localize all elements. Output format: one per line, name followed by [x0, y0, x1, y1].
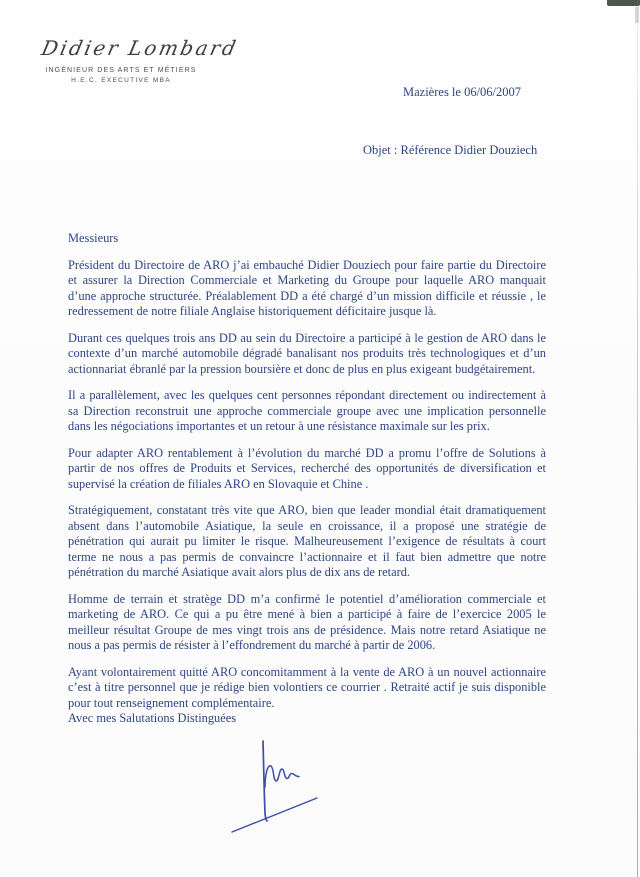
paragraph-7: Ayant volontairement quitté ARO concomitamment à la vente de ARO à un nouvel actionnaire c’est à titre personnel que je rédige bien volontiers ce courrier . Retraité actif je suis disponible pour tout renseignement complémentaire. — [68, 664, 546, 710]
signature-underline-stroke — [232, 798, 317, 832]
salutation: Messieurs — [68, 231, 119, 245]
letterhead-subtitle-1: INGÉNIEUR DES ARTS ET MÉTIERS — [45, 67, 197, 74]
paragraph-4: Pour adapter ARO rentablement à l’évolution du marché DD a promu l’offre de Solutions à partir de nos offres de Produits et Services, recherché des opportunités de diversification et supervisé la création de filiales ARO en Slovaquie et Chine . — [68, 445, 546, 491]
letterhead-subtitle-2: H.E.C. EXECUTIVE MBA — [71, 77, 171, 84]
signature-scribble — [265, 766, 299, 787]
scan-artifact-corner-mark — [607, 0, 640, 6]
paragraph-3: Il a parallèlement, avec les quelques cent personnes répondant directement ou indirectement à sa Direction reconstruit une approche commerciale groupe avec une implication personnelle dans les négociations importantes et un retour à une résistance maximale sur les prix. — [68, 388, 546, 433]
letterhead — [39, 36, 241, 84]
scan-artifact-edge-line — [637, 0, 638, 877]
date-line: Mazières le 06/06/2007 — [403, 85, 522, 99]
paragraph-6: Homme de terrain et stratège DD m’a confirmé le potentiel d’amélioration commerciale et marketing de ARO. Ce qui a pu être mené à bien a participé à faire de l’exercice 2005 le meilleur résultat Groupe de mes vingt trois ans de présidence. Mais notre retard Asiatique ne nous a pas permis de résister à l’effondrement du marché à partir de 2006. — [68, 591, 546, 652]
closing-line: Avec mes Salutations Distinguées — [68, 711, 237, 725]
subject-line: Objet : Référence Didier Douziech — [363, 143, 538, 157]
handwritten-signature — [222, 733, 332, 845]
letter-body — [68, 231, 546, 727]
paragraph-1: Président du Directoire de ARO j’ai embauché Didier Douziech pour faire partie du Directoire et assurer la Direction Commerciale et Marketing du Groupe pour laquelle ARO manquait d’une approche structurée. Préalablement DD a été chargé d’un mission difficile et réussie , le redressement de notre filiale Anglaise historiquement déficitaire jusque là. — [68, 257, 546, 318]
paragraph-2: Durant ces quelques trois ans DD au sein du Directoire a participé à le gestion de ARO dans le contexte d’un marché automobile dégradé banalisant nos produits très technologiques et d’un actionnariat ébranlé par la pression boursière et donc de plus en plus exigeant budgétairement. — [68, 330, 546, 376]
letterhead-name: Didier Lombard — [39, 36, 241, 60]
paragraph-5: Stratégiquement, constatant très vite que ARO, bien que leader mondial était dramatiquement absent dans l’automobile Asiatique, la seule en croissance, il a proposé une stratégie de pénétration qui aurait pu limiter le risque. Malheureusement l’exigence de résultats à court terme ne nous a pas permis de convaincre l’actionnaire et il faut bien admettre que notre pénétration du marché Asiatique avait alors plus de dix ans de retard. — [68, 503, 546, 579]
